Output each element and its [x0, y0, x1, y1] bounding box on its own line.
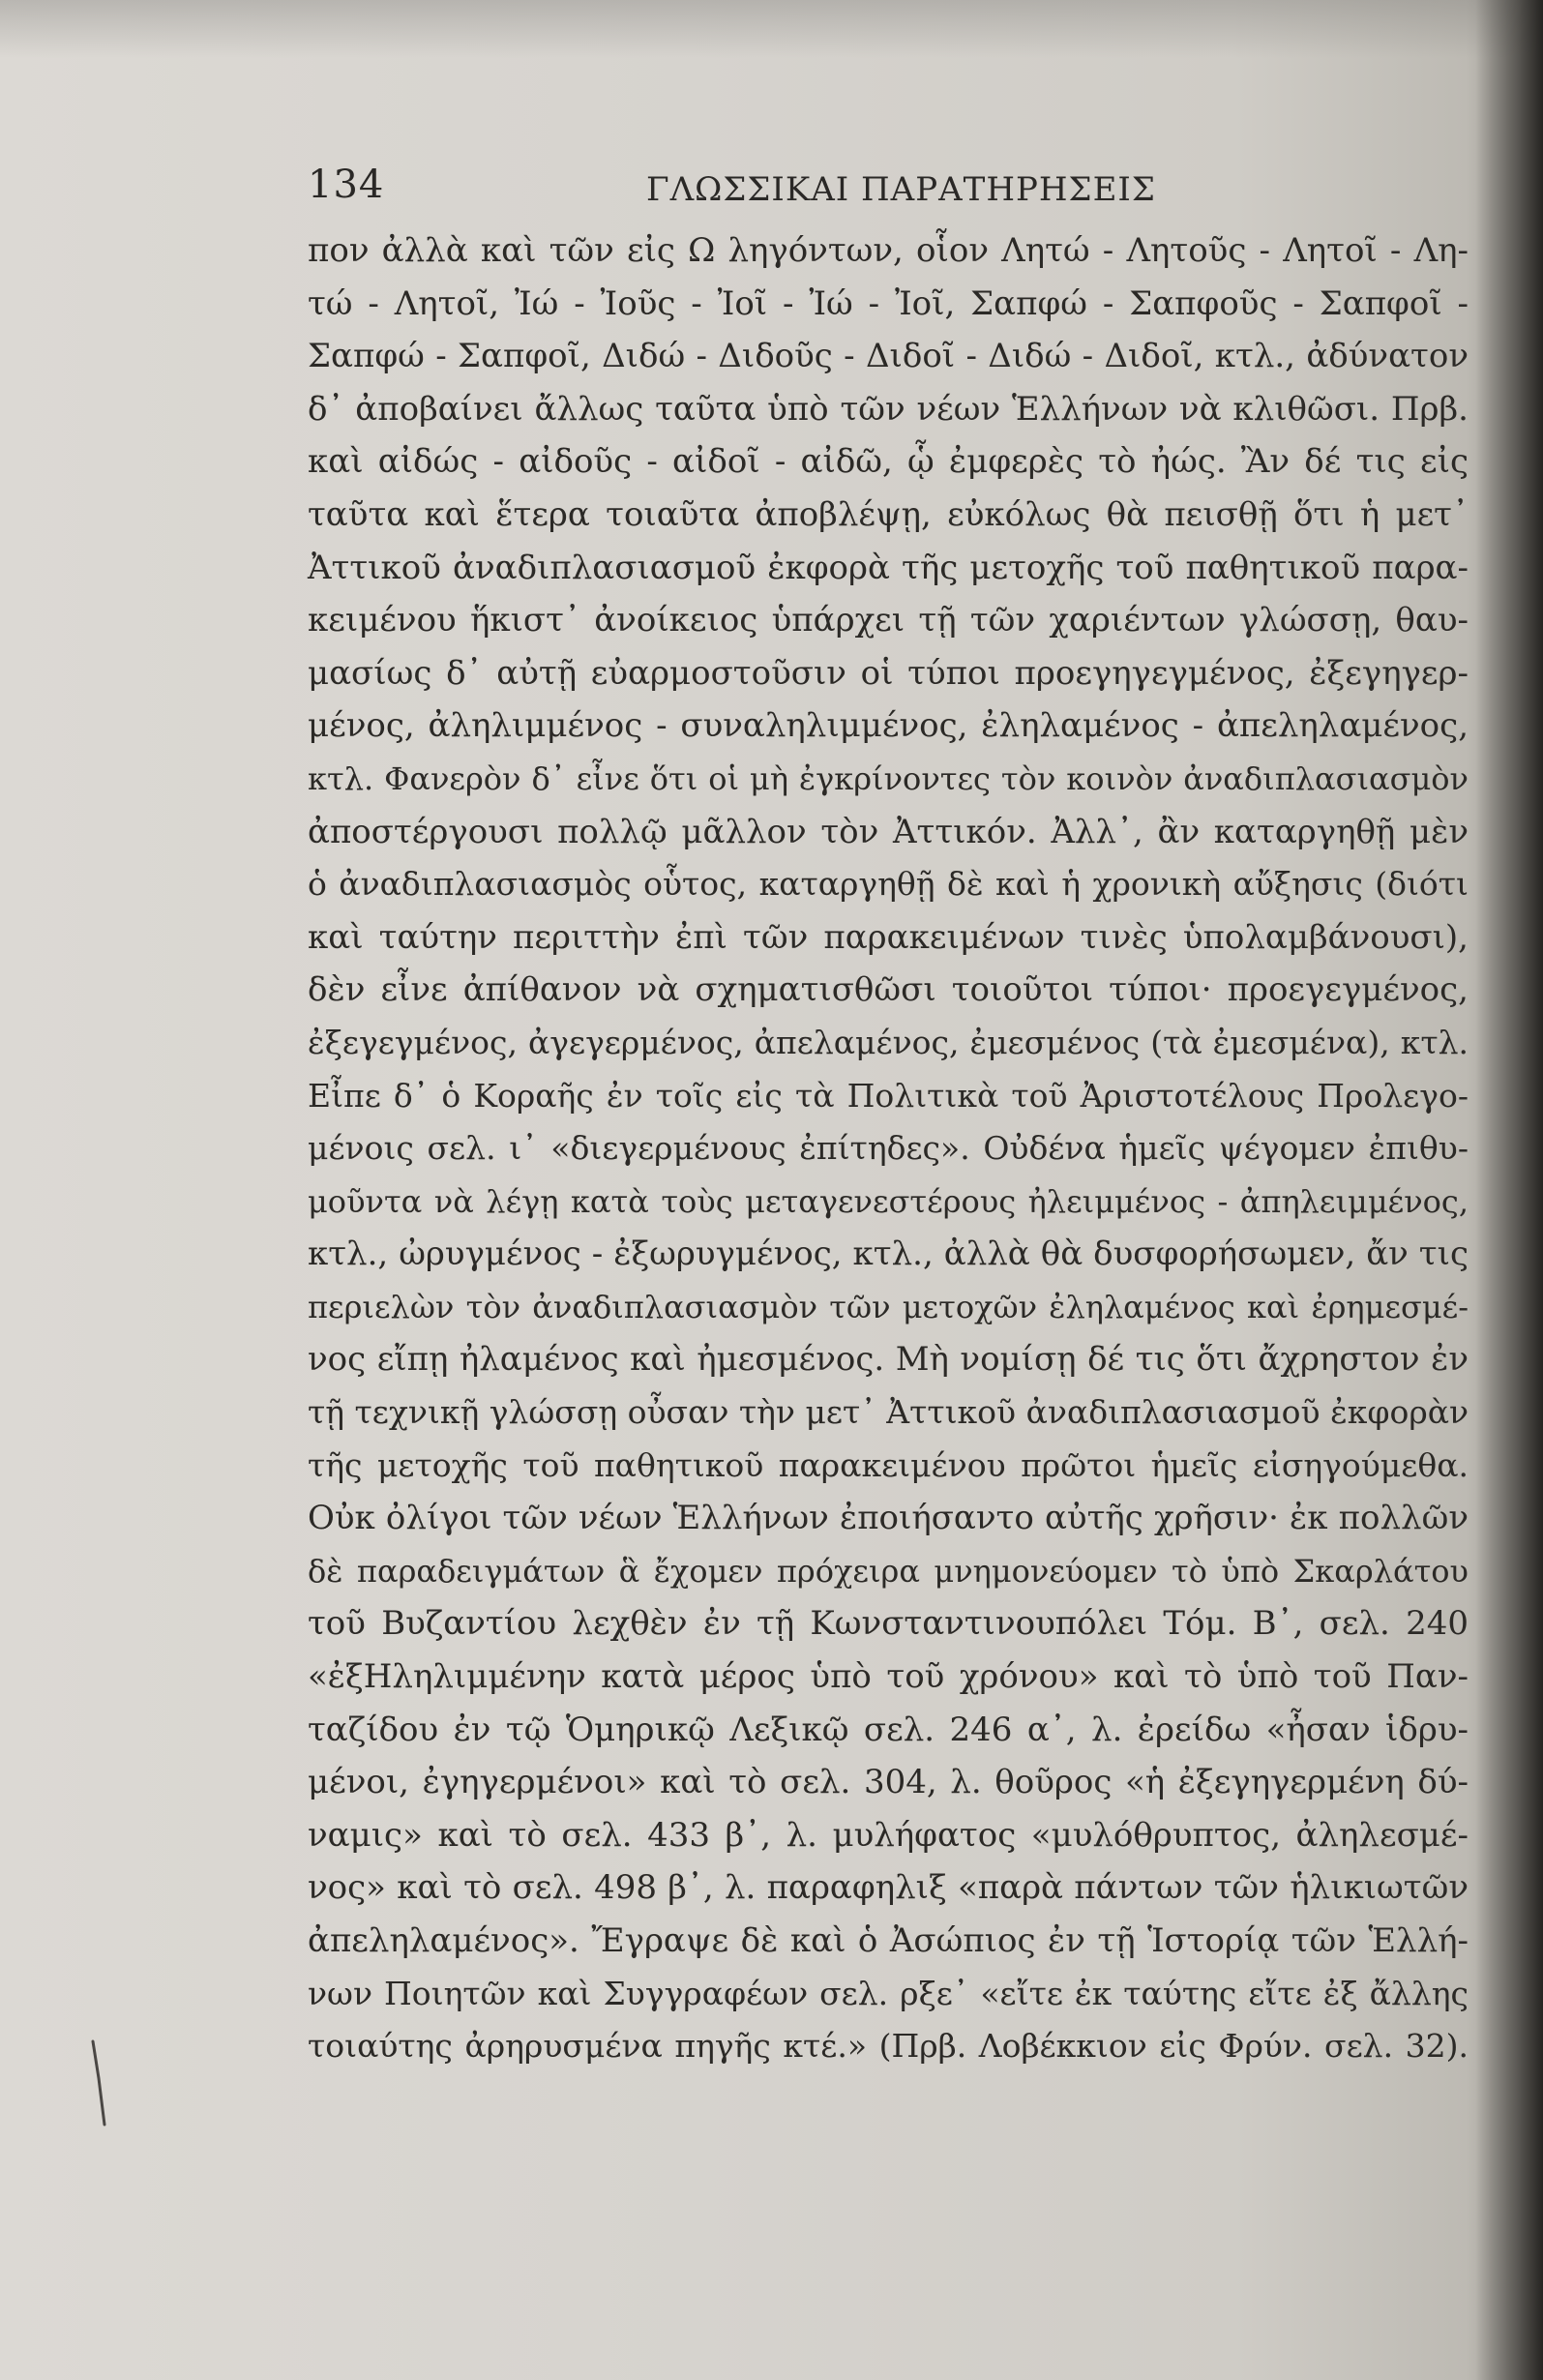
text-line: μασίως δ᾽ αὐτῇ εὐαρμοστοῦσιν οἱ τύποι προεγηγεγμένος, ἐξεγηγερ- [308, 653, 1469, 693]
text-line: κτλ. Φανερὸν δ᾽ εἶνε ὅτι οἱ μὴ ἐγκρίνοντες τὸν κοινὸν ἀναδιπλασιασμὸν [308, 759, 1469, 797]
text-line: ἀποστέργουσι πολλῷ μᾶλλον τὸν Ἀττικόν. Ἀλλ᾽, ἂν καταργηθῇ μὲν [308, 812, 1469, 851]
text-line: κειμένου ἥκιστ᾽ ἀνοίκειος ὑπάρχει τῇ τῶν χαριέντων γλώσσῃ, θαυ- [308, 601, 1469, 640]
text-line: ναμις» καὶ τὸ σελ. 433 β᾽, λ. μυλήφατος «μυλόθρυπτος, ἀληλεσμέ- [308, 1815, 1469, 1855]
margin-pencil-mark [89, 2039, 108, 2127]
text-line: καὶ ταύτην περιττὴν ἐπὶ τῶν παρακειμένων τινὲς ὑπολαμβάνουσι), [308, 917, 1469, 957]
text-line: Εἶπε δ᾽ ὁ Κοραῆς ἐν τοῖς εἰς τὰ Πολιτικὰ τοῦ Ἀριστοτέλους Προλεγο- [308, 1076, 1469, 1115]
text-line: μένος, ἀληλιμμένος - συναληλιμμένος, ἐληλαμένος - ἀπεληλαμένος, [308, 706, 1469, 746]
text-line: νων Ποιητῶν καὶ Συγγραφέων σελ. ρξε᾽ «εἴτε ἐκ ταύτης εἴτε ἐξ ἄλλης [308, 1974, 1469, 2012]
text-line: τῇ τεχνικῇ γλώσσῃ οὖσαν τὴν μετ᾽ Ἀττικοῦ ἀναδιπλασιασμοῦ ἐκφορὰν [308, 1393, 1469, 1432]
body-text [308, 224, 1469, 2073]
page-header [308, 163, 1449, 221]
text-line: περιελὼν τὸν ἀναδιπλασιασμὸν τῶν μετοχῶν ἐληλαμένος καὶ ἐρημεσμέ- [308, 1288, 1469, 1325]
top-edge-shadow [0, 0, 1543, 58]
page-number: 134 [308, 163, 385, 207]
text-line: ταζίδου ἐν τῷ Ὁμηρικῷ Λεξικῷ σελ. 246 α᾽, λ. ἐρείδω «ἦσαν ἱδρυ- [308, 1710, 1469, 1749]
text-line: κτλ., ὠρυγμένος - ἐξωρυγμένος, κτλ., ἀλλὰ θὰ δυσφορήσωμεν, ἄν τις [308, 1235, 1469, 1274]
text-line: Σαπφώ - Σαπφοῖ, Διδώ - Διδοῦς - Διδοῖ - Διδώ - Διδοῖ, κτλ., ἀδύνατον [308, 337, 1469, 376]
text-line: ἐξεγεγμένος, ἀγεγερμένος, ἀπελαμένος, ἐμεσμένος (τὰ ἐμεσμένα), κτλ. [308, 1023, 1469, 1061]
text-line: πον ἀλλὰ καὶ τῶν εἰς Ω ληγόντων, οἷον Λητώ - Λητοῦς - Λητοῖ - Λη- [308, 231, 1469, 270]
text-line: μένοις σελ. ι᾽ «διεγερμένους ἐπίτηδες». Οὐδένα ἡμεῖς ψέγομεν ἐπιθυ- [308, 1129, 1469, 1168]
text-line: δὲν εἶνε ἀπίθανον νὰ σχηματισθῶσι τοιοῦτοι τύποι· προεγεγμένος, [308, 970, 1469, 1010]
text-line: τοιαύτης ἀρηρυσμένα πηγῆς κτέ.» (Πρβ. Λοβέκκιον εἰς Φρύν. σελ. 32). [308, 2027, 1469, 2066]
text-line: ταῦτα καὶ ἕτερα τοιαῦτα ἀποβλέψῃ, εὐκόλως θὰ πεισθῇ ὅτι ἡ μετ᾽ [308, 494, 1469, 534]
text-line: καὶ αἰδώς - αἰδοῦς - αἰδοῖ - αἰδῶ, ᾧ ἐμφερὲς τὸ ἠώς. Ἂν δέ τις εἰς [308, 442, 1469, 482]
text-line: νος εἴπῃ ἠλαμένος καὶ ἠμεσμένος. Μὴ νομίσῃ δέ τις ὅτι ἄχρηστον ἐν [308, 1340, 1469, 1380]
text-line: μένοι, ἐγηγερμένοι» καὶ τὸ σελ. 304, λ. θοῦρος «ἡ ἐξεγηγερμένη δύ- [308, 1763, 1469, 1802]
text-line: νος» καὶ τὸ σελ. 498 β᾽, λ. παραφηλιξ «παρὰ πάντων τῶν ἡλικιωτῶν [308, 1868, 1469, 1908]
binding-shadow [1475, 0, 1543, 2380]
text-line: τώ - Λητοῖ, Ἰώ - Ἰοῦς - Ἰοῖ - Ἰώ - Ἰοῖ, Σαπφώ - Σαπφοῦς - Σαπφοῖ - [308, 283, 1469, 323]
text-line: μοῦντα νὰ λέγῃ κατὰ τοὺς μεταγενεστέρους ἠλειμμένος - ἀπηλειμμένος, [308, 1182, 1469, 1220]
text-line: τοῦ Βυζαντίου λεχθὲν ἐν τῇ Κωνσταντινουπόλει Τόμ. Β᾽, σελ. 240 [308, 1604, 1469, 1644]
text-line: τῆς μετοχῆς τοῦ παθητικοῦ παρακειμένου πρῶτοι ἡμεῖς εἰσηγούμεθα. [308, 1445, 1469, 1484]
text-line: ἀπεληλαμένος». Ἔγραψε δὲ καὶ ὁ Ἀσώπιος ἐν τῇ Ἱστορίᾳ τῶν Ἑλλή- [308, 1921, 1469, 1960]
text-line: «ἐξΗληλιμμένην κατὰ μέρος ὑπὸ τοῦ χρόνου» καὶ τὸ ὑπὸ τοῦ Παν- [308, 1657, 1469, 1697]
text-line: ὁ ἀναδιπλασιασμὸς οὗτος, καταργηθῇ δὲ καὶ ἡ χρονικὴ αὔξησις (διότι [308, 865, 1469, 904]
text-line: δ᾽ ἀποβαίνει ἄλλως ταῦτα ὑπὸ τῶν νέων Ἑλλήνων νὰ κλιθῶσι. Πρβ. [308, 389, 1469, 429]
text-line: Ἀττικοῦ ἀναδιπλασιασμοῦ ἐκφορὰ τῆς μετοχῆς τοῦ παθητικοῦ παρα- [308, 548, 1469, 587]
text-line: Οὐκ ὀλίγοι τῶν νέων Ἑλλήνων ἐποιήσαντο αὐτῆς χρῆσιν· ἐκ πολλῶν [308, 1499, 1469, 1538]
running-title: ΓΛΩΣΣΙΚΑΙ ΠΑΡΑΤΗΡΗΣΕΙΣ [646, 170, 1156, 209]
text-line: δὲ παραδειγμάτων ἃ ἔχομεν πρόχειρα μνημονεύομεν τὸ ὑπὸ Σκαρλάτου [308, 1552, 1469, 1590]
